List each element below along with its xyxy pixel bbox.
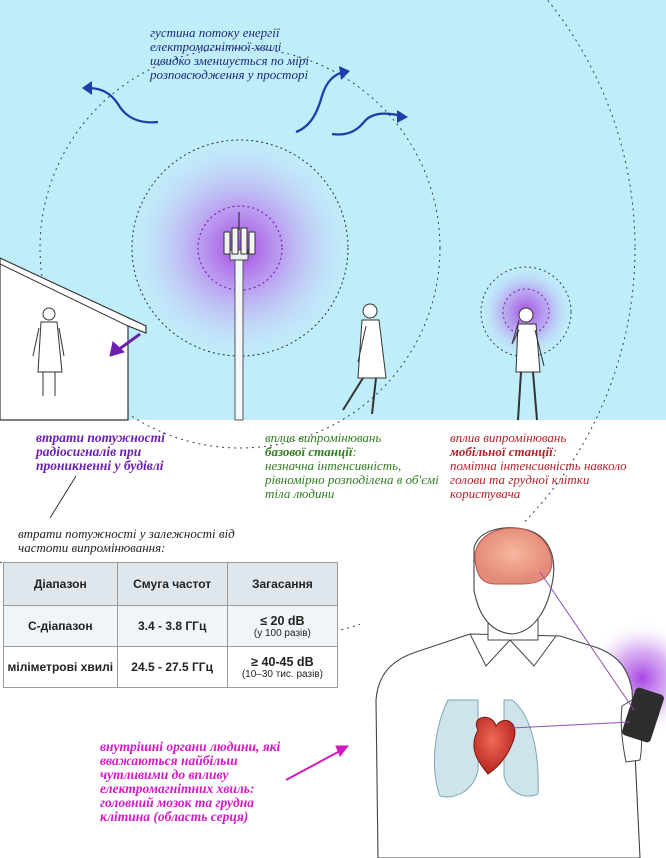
attenuation-value: ≤ 20 dB (260, 613, 305, 628)
mobile-station-impact-note (450, 431, 660, 501)
base-note-prefix: вплив випромінювань (265, 430, 382, 445)
frequency-loss-caption: втрати потужності у залежності від частоти випромінювання: (18, 526, 235, 555)
base-note-emphasis: базової станції (265, 444, 353, 459)
attenuation-cell (227, 606, 337, 647)
band-cell: С-діапазон (4, 606, 118, 647)
frequency-cell: 3.4 - 3.8 ГГц (117, 606, 227, 647)
band-cell: міліметрові хвилі (4, 647, 118, 688)
mobile-note-emphasis: мобільної станції (450, 444, 553, 459)
header-band: Діапазон (4, 563, 118, 606)
table-row (4, 647, 338, 688)
table-row (4, 606, 338, 647)
callout-line (50, 476, 76, 518)
base-station-impact-note (265, 431, 455, 501)
header-attenuation: Загасання (227, 563, 337, 606)
mobile-note-prefix: вплив випромінювань (450, 430, 567, 445)
frequency-cell: 24.5 - 27.5 ГГц (117, 647, 227, 688)
energy-density-note: густина потоку енергії електромагнітної хвилі швидко зменшується по мірі розповсюдження у просторі (150, 25, 310, 82)
attenuation-note: (10–30 тис. разів) (241, 668, 323, 680)
frequency-attenuation-table (3, 562, 338, 688)
building-loss-note: втрати потужності радіосигналів при проникненні у будівлі (36, 430, 165, 473)
header-frequency: Смуга частот (117, 563, 227, 606)
organs-pointer-arrow (286, 746, 348, 780)
attenuation-value: ≥ 40-45 dB (251, 654, 314, 669)
attenuation-note: (у 100 разів) (253, 627, 311, 639)
mobile-note-suffix: : (552, 444, 558, 459)
sensitive-organs-note: внутрішні органи людини, які вважаються найбільш чутливими до впливу електромагнітних хвиль: головний мозок та грудна клітина (область серця) (100, 739, 281, 824)
mobile-note-detail: помітна інтенсивність навколо голови та грудної клітки користувача (450, 458, 627, 501)
attenuation-cell (227, 647, 337, 688)
table-header-row (4, 563, 338, 606)
base-note-suffix: : (352, 444, 357, 459)
human-anatomy-illustration (360, 522, 666, 858)
base-note-detail: незначна інтенсивність, рівномірно розподілена в об'ємі тіла людини (265, 458, 439, 501)
